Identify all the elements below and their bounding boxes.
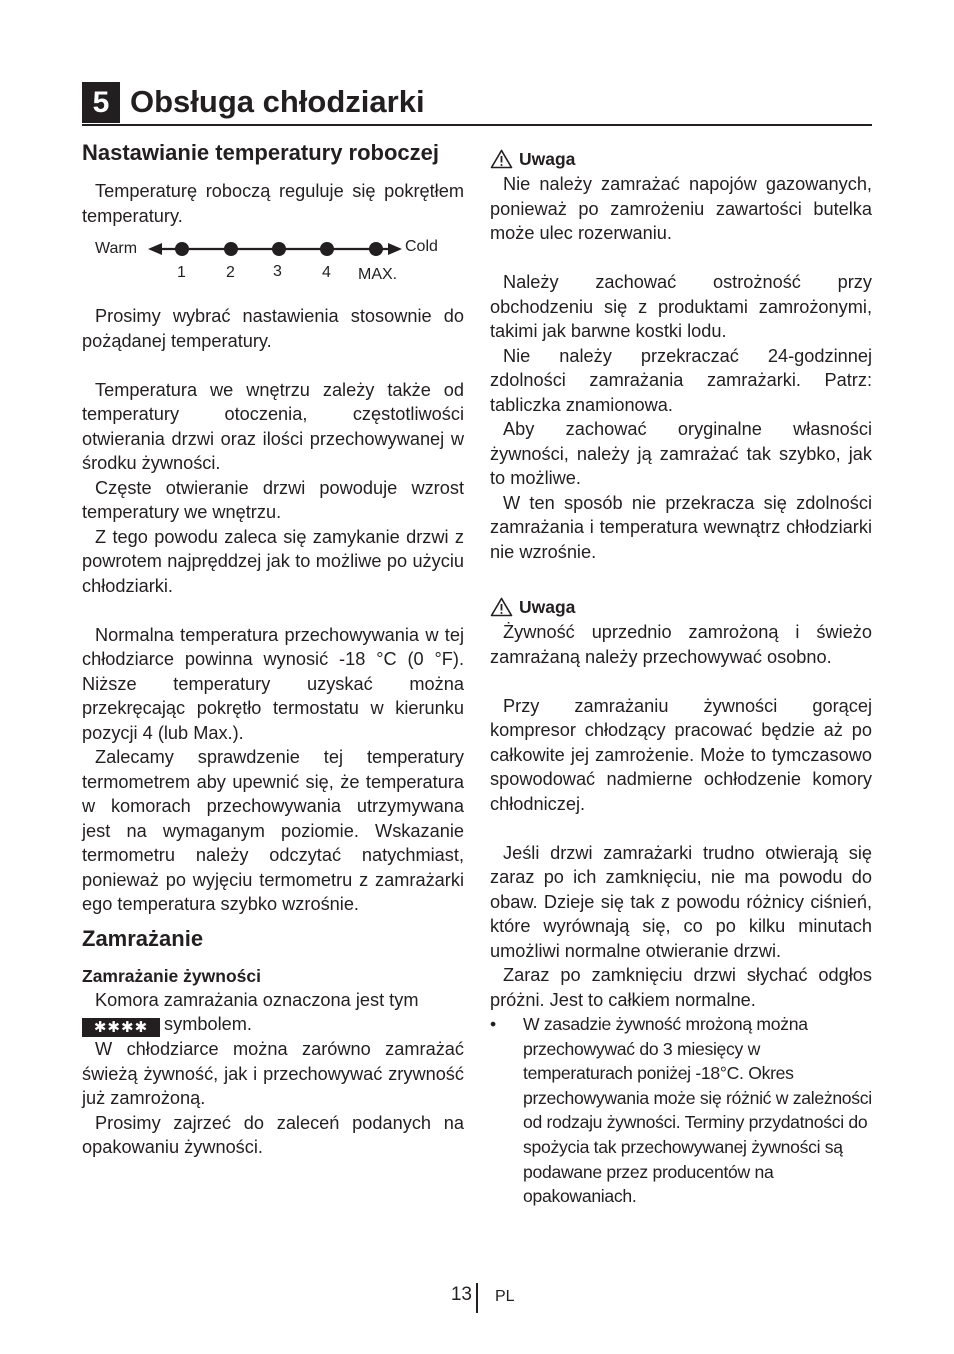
paragraph: Nie należy przekraczać 24-godzinnej zdolności zamrażania zamrażarki. Patrz: tabliczka znamionowa. [490, 345, 872, 415]
warning-label: Uwaga [519, 597, 576, 617]
list-item: • W zasadzie żywność mrożoną można przechowywać do 3 miesięcy w temperaturach poniżej -18°C. Okres przechowywania może się różnić w zależności od rodzaju żywności. Terminy przydatności do spożycia tak przechowywanej żywności są podawane przez producentów na opakowaniach. [490, 1012, 872, 1209]
paragraph: Temperatura we wnętrzu zależy także od temperatury otoczenia, częstotliwości otwierania drzwi oraz ilości przechowywanej w środku żywności. [82, 379, 464, 473]
paragraph: Komora zamrażania oznaczona jest tym [95, 989, 419, 1010]
symbol-line [82, 1012, 464, 1037]
left-column [82, 140, 464, 1160]
subsection-title-freezing-food: Zamrażanie żywności [82, 965, 261, 986]
paragraph: Należy zachować ostrożność przy obchodzeniu się z produktami zamrożonymi, takimi jak barwne kostki lodu. [490, 272, 872, 341]
paragraph: Prosimy wybrać nastawienia stosownie do pożądanej temperatury. [82, 306, 464, 351]
page-number: 13 [450, 1284, 472, 1305]
dial-position-label: MAX. [358, 266, 398, 283]
warning-label: Uwaga [519, 149, 576, 169]
cold-arrow-icon [388, 243, 402, 255]
warning-triangle-icon [490, 597, 513, 617]
warning-heading [490, 594, 872, 620]
warm-arrow-icon [148, 243, 162, 255]
chapter-header [82, 82, 872, 126]
paragraph: Aby zachować oryginalne własności żywności, należy ją zamrażać tak szybko, jak to możliwe. [490, 419, 872, 488]
chapter-number: 5 [82, 82, 120, 123]
paragraph: Z tego powodu zaleca się zamykanie drzwi z powrotem najpręddzej jak to możliwe po użyciu chłodziarki. [82, 526, 464, 596]
warm-label: Warm [95, 240, 138, 257]
paragraph: Częste otwieranie drzwi powoduje wzrost temperatury we wnętrzu. [82, 477, 464, 522]
dial-position-label: 2 [226, 264, 235, 281]
paragraph: Zaraz po zamknięciu drzwi słychać odgłos próżni. Jest to całkiem normalne. [490, 965, 872, 1010]
right-column [490, 146, 872, 1209]
dial-position-label: 3 [273, 263, 282, 280]
dial-dot [175, 242, 189, 256]
language-code: PL [495, 1288, 515, 1305]
dial-dot [224, 242, 238, 256]
dial-dot [320, 242, 334, 256]
cold-label: Cold [405, 238, 438, 255]
paragraph: W ten sposób nie przekracza się zdolności zamrażania i temperatura wewnątrz chłodziarki nie wzrośnie. [490, 492, 872, 562]
paragraph: Nie należy zamrażać napojów gazowanych, ponieważ po zamrożeniu zawartości butelka może ulec rozerwaniu. [490, 174, 872, 243]
footer-divider [476, 1283, 478, 1313]
temperature-dial-diagram [82, 238, 464, 296]
section-title-temperature: Nastawianie temperatury roboczej [82, 140, 440, 165]
paragraph: Normalna temperatura przechowywania w tej chłodziarce powinna wynosić -18 °C (0 °F). Niższe temperatury uzyskać można przekręcając pokrętło termostatu w kierunku pozycji 4 (lub Max.). [82, 624, 464, 743]
paragraph: W chłodziarce można zarówno zamrażać świeżą żywność, jak i przechowywać zrywność już zamrożoną. [82, 1039, 464, 1108]
paragraph: Temperaturę roboczą reguluje się pokrętłem temperatury. [82, 181, 464, 226]
four-star-freezer-icon: ✱✱✱✱ [82, 1018, 160, 1037]
paragraph: Żywność uprzednio zamrożoną i świeżo zamrażaną należy przechowywać osobno. [490, 622, 872, 667]
warning-triangle-icon [490, 149, 513, 169]
chapter-title: Obsługa chłodziarki [130, 84, 425, 119]
page-footer [420, 1283, 560, 1313]
symbol-word: symbolem. [164, 1014, 252, 1034]
dial-dot [369, 242, 383, 256]
dial-dot [272, 242, 286, 256]
paragraph: Przy zamrażaniu żywności gorącej kompresor chłodzący pracować będzie aż po całkowite jej zamrożenie. Może to tymczasowo spowodować nadmierne ochłodzenie komory chłodniczej. [490, 695, 872, 814]
paragraph: Prosimy zajrzeć do zaleceń podanych na opakowaniu żywności. [82, 1112, 464, 1157]
paragraph: Jeśli drzwi zamrażarki trudno otwierają się zaraz po ich zamknięciu, nie ma powodu do obaw. Dzieje się tak z powodu różnicy ciśnień, które wyrównają się, co po kilku minutach umożliwi normalne otwieranie drzwi. [490, 842, 872, 961]
dial-position-label: 1 [177, 264, 186, 281]
dial-position-label: 4 [322, 264, 331, 281]
bullet-list [490, 1012, 872, 1209]
paragraph: Zalecamy sprawdzenie tej temperatury termometrem aby upewnić się, że temperatura w komorach przechowywania utrzymywana jest na wymaganym poziomie. Wskazanie termometru należy odczytać natychmiast, ponieważ po wyjęciu termometru z zamrażarki ego temperatura szybko wzrośnie. [82, 747, 464, 914]
section-title-freezing: Zamrażanie [82, 925, 204, 951]
warning-heading [490, 146, 872, 172]
